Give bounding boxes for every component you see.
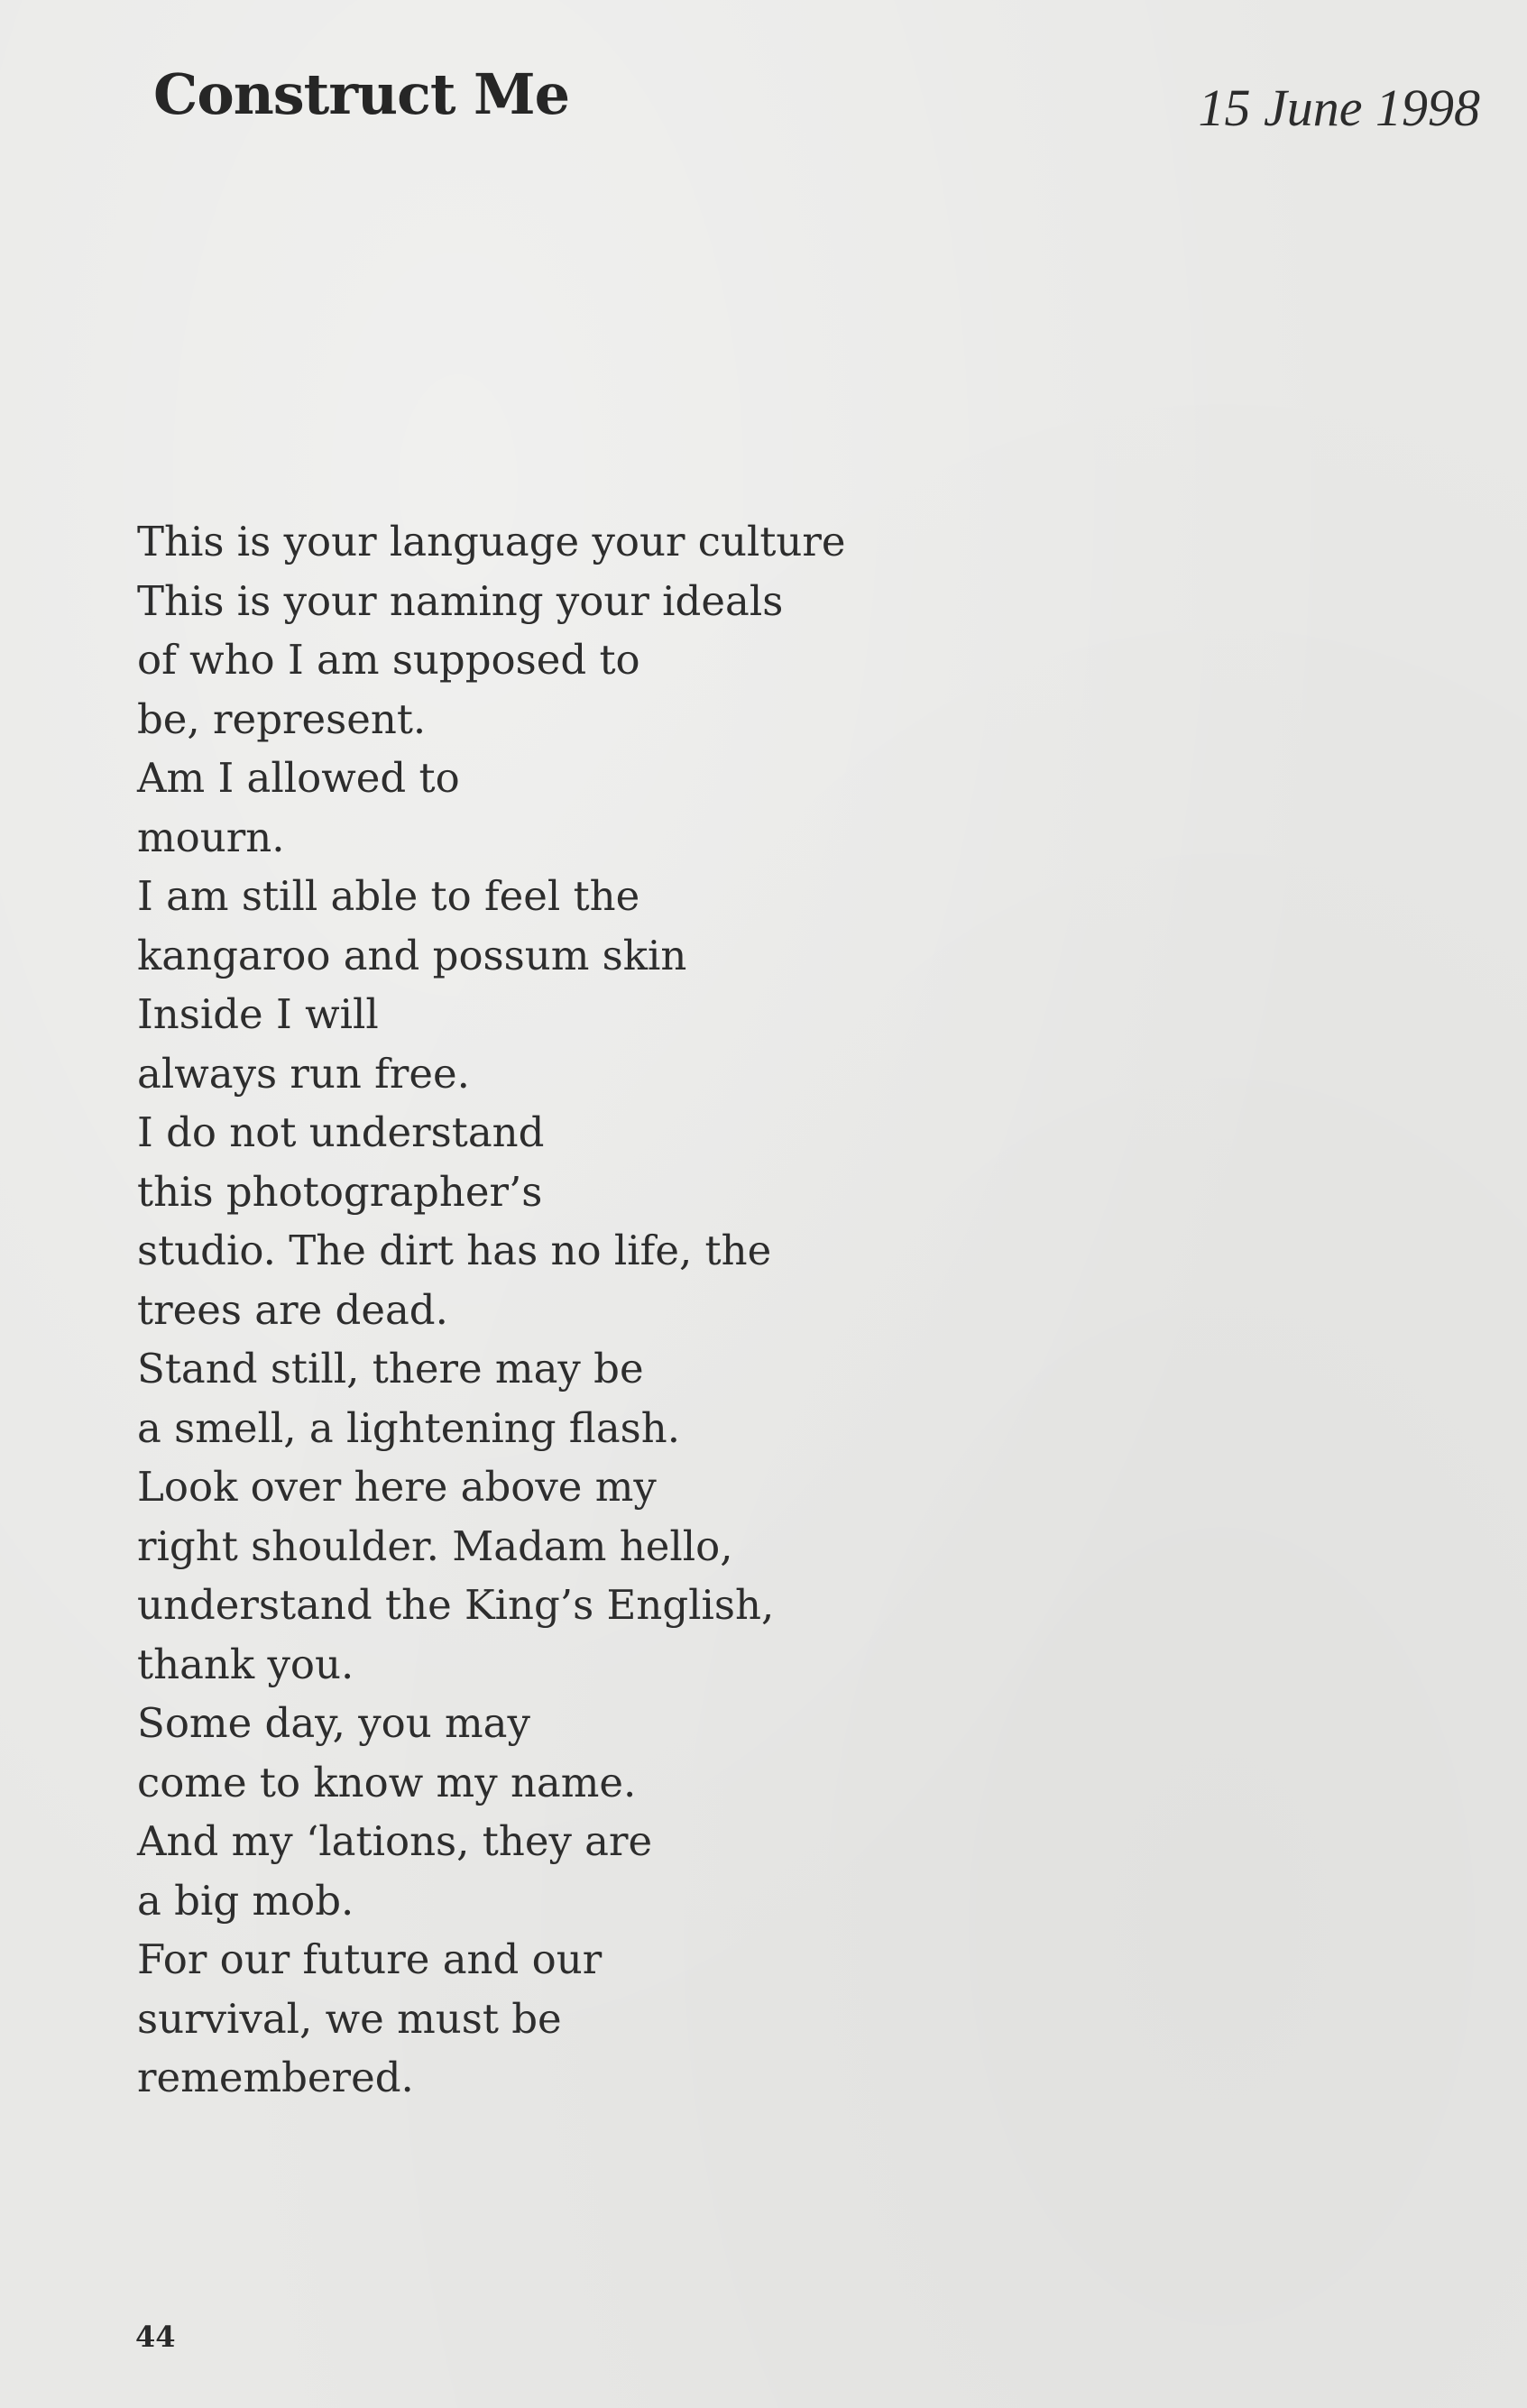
- poem-line: come to know my name.: [137, 1758, 637, 1806]
- poem-line: understand the King’s English,: [137, 1581, 775, 1629]
- poem-line: I do not understand: [137, 1108, 545, 1156]
- poem-line: right shoulder. Madam hello,: [137, 1521, 733, 1570]
- poem-line: Stand still, there may be: [137, 1345, 644, 1392]
- poem-line: studio. The dirt has no life, the: [137, 1227, 772, 1274]
- poem-line: For our future and our: [137, 1935, 603, 1983]
- poem-line: a big mob.: [137, 1876, 354, 1925]
- poem-body: [137, 512, 846, 2108]
- poem-line: Am I allowed to: [137, 754, 460, 802]
- poem-line: Some day, you may: [137, 1699, 530, 1747]
- poem-line: this photographer’s: [137, 1167, 543, 1216]
- poem-line: always run free.: [137, 1049, 470, 1098]
- poem-line: remembered.: [137, 2054, 414, 2101]
- poem-line: a smell, a lightening flash.: [137, 1403, 681, 1452]
- poem-line: kangaroo and possum skin: [137, 931, 687, 979]
- poem-line: of who I am supposed to: [137, 636, 640, 684]
- poem-line: This is your naming your ideals: [137, 576, 784, 625]
- poem-line: Inside I will: [137, 990, 379, 1038]
- poem-line: And my ‘lations, they are: [137, 1817, 653, 1865]
- poem-line: thank you.: [137, 1640, 354, 1688]
- poem-line: Look over here above my: [137, 1463, 657, 1511]
- poem-line: mourn.: [137, 813, 285, 861]
- poem-line: survival, we must be: [137, 1994, 562, 2043]
- poem-line: I am still able to feel the: [137, 872, 640, 920]
- poem-line: This is your language your culture: [137, 518, 846, 565]
- poem-title: Construct Me: [153, 61, 570, 127]
- poem-date: 15 June 1998: [1198, 78, 1480, 137]
- page-number: 44: [135, 2320, 176, 2354]
- poem-line: be, represent.: [137, 694, 427, 743]
- poem-line: trees are dead.: [137, 1285, 448, 1334]
